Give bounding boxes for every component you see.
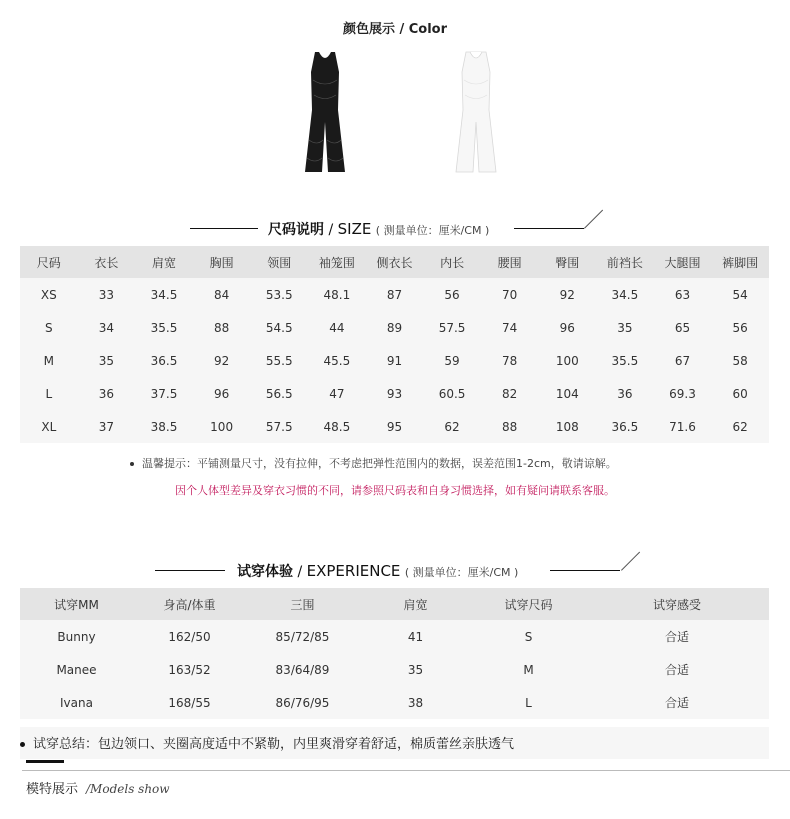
experience-table-header (20, 588, 769, 620)
size-header-cell: 袖笼围 (308, 246, 366, 278)
size-table-header (20, 246, 769, 278)
experience-cell: 85/72/85 (275, 629, 330, 644)
size-cell: 34 (98, 320, 115, 335)
size-cell: M (43, 353, 54, 368)
size-cell: 36 (617, 386, 633, 401)
table-row (20, 653, 769, 686)
size-cell: 100 (210, 419, 234, 434)
size-cell: 54.5 (265, 320, 293, 335)
size-cell: 91 (386, 353, 403, 368)
size-header-cell: 大腿围 (654, 246, 712, 278)
experience-cell: 合适 (664, 696, 689, 710)
experience-cell: 168/55 (168, 695, 211, 710)
size-cell: 38.5 (150, 419, 178, 434)
size-cell: S (44, 320, 53, 335)
experience-cell: 83/64/89 (275, 662, 330, 677)
size-cell: 36.5 (611, 419, 639, 434)
size-cell: 59 (444, 353, 460, 368)
size-cell: 87 (386, 287, 403, 302)
size-cell: 33 (98, 287, 115, 302)
size-cell: 84 (213, 287, 230, 302)
table-row (20, 344, 769, 377)
size-title-cn: 尺码说明 (268, 222, 324, 238)
size-cell: 78 (502, 353, 518, 368)
size-cell: 96 (559, 320, 575, 335)
black-jumpsuit-icon (295, 50, 355, 175)
size-cell: 35 (98, 353, 115, 368)
experience-header-cell: 试穿尺码 (472, 588, 585, 620)
size-cell: 56.5 (265, 386, 293, 401)
size-cell: 88 (502, 419, 518, 434)
white-jumpsuit-icon (446, 50, 506, 175)
size-note-text: 温馨提示：平铺测量尺寸，没有拉伸，不考虑把弹性范围内的数据，误差范围1-2cm，敬请谅解。 (142, 457, 617, 470)
size-cell: 62 (444, 419, 460, 434)
size-cell: 48.5 (323, 419, 351, 434)
experience-header-cell: 试穿MM (20, 588, 133, 620)
size-cell: 67 (674, 353, 691, 368)
size-header-cell: 臀围 (538, 246, 596, 278)
size-cell: 82 (502, 386, 518, 401)
size-header-cell: 侧衣长 (366, 246, 424, 278)
table-row (20, 377, 769, 410)
size-header-cell: 肩宽 (135, 246, 193, 278)
size-cell: 53.5 (265, 287, 293, 302)
size-cell: 96 (213, 386, 230, 401)
models-accent-bar (26, 760, 64, 763)
size-cell: 74 (502, 320, 518, 335)
size-cell: XS (40, 287, 57, 302)
experience-summary (20, 733, 514, 752)
size-cell: 55.5 (265, 353, 293, 368)
size-cell: 108 (555, 419, 579, 434)
experience-cell: 162/50 (168, 629, 211, 644)
size-cell: 57.5 (438, 320, 466, 335)
experience-table (20, 588, 769, 719)
size-cell: 65 (674, 320, 691, 335)
size-cell: 54 (732, 287, 748, 302)
experience-header-cell: 身高/体重 (133, 588, 246, 620)
experience-title-en: EXPERIENCE (306, 562, 401, 580)
experience-cell: 86/76/95 (275, 695, 330, 710)
size-cell: 36.5 (150, 353, 178, 368)
size-cell: 37 (98, 419, 115, 434)
white-jumpsuit-image[interactable] (446, 50, 506, 175)
size-cell: 58 (732, 353, 748, 368)
experience-section-heading: 试穿体验 / EXPERIENCE ( 测量单位：厘米/CM ) (0, 558, 790, 582)
size-cell: 70 (502, 287, 518, 302)
size-cell: 63 (674, 287, 691, 302)
size-cell: 92 (559, 287, 575, 302)
experience-cell: 合适 (664, 630, 689, 644)
size-cell: 89 (386, 320, 403, 335)
bullet-icon (20, 742, 25, 747)
experience-header-cell: 三围 (246, 588, 359, 620)
experience-cell: 合适 (664, 663, 689, 677)
size-cell: 37.5 (150, 386, 178, 401)
size-header-cell: 腰围 (481, 246, 539, 278)
size-cell: 48.1 (323, 287, 351, 302)
experience-cell: Ivana (60, 695, 93, 710)
size-header-cell: 裤脚围 (711, 246, 769, 278)
size-unit: ( 测量单位：厘米/CM ) (375, 224, 490, 237)
experience-cell: 35 (407, 662, 424, 677)
size-cell: 35 (617, 320, 633, 335)
size-cell: 36 (98, 386, 115, 401)
experience-header-cell: 试穿感受 (585, 588, 769, 620)
experience-summary-text: 试穿总结：包边领口、夹圈高度适中不紧勒，内里爽滑穿着舒适，棉质蕾丝亲肤透气 (33, 737, 515, 752)
size-cell: 95 (386, 419, 403, 434)
size-header-cell: 衣长 (78, 246, 136, 278)
table-row (20, 410, 769, 443)
size-header-cell: 内长 (423, 246, 481, 278)
size-header-cell: 前裆长 (596, 246, 654, 278)
size-cell: 92 (213, 353, 230, 368)
size-cell: 62 (732, 419, 748, 434)
size-cell: 56 (732, 320, 748, 335)
size-cell: 35.5 (150, 320, 178, 335)
size-cell: 35.5 (611, 353, 639, 368)
table-row (20, 686, 769, 719)
size-cell: 44 (329, 320, 345, 335)
black-jumpsuit-image[interactable] (295, 50, 355, 175)
size-cell: 60 (732, 386, 748, 401)
size-cell: 56 (444, 287, 460, 302)
size-cell: 47 (329, 386, 345, 401)
models-title-cn: 模特展示 (26, 782, 79, 797)
size-cell: L (45, 386, 53, 401)
experience-header-cell: 肩宽 (359, 588, 472, 620)
models-section-title (26, 778, 170, 797)
size-cell: 71.6 (669, 419, 696, 434)
models-divider (22, 770, 790, 771)
size-cell: 60.5 (438, 386, 466, 401)
size-section-heading: 尺码说明 / SIZE ( 测量单位：厘米/CM ) (0, 216, 790, 240)
experience-cell: Bunny (57, 629, 96, 644)
size-header-cell: 胸围 (193, 246, 251, 278)
size-cell: 45.5 (323, 353, 351, 368)
experience-cell: 163/52 (168, 662, 211, 677)
experience-cell: S (524, 629, 533, 644)
experience-title-cn: 试穿体验 (237, 564, 293, 580)
bullet-icon (130, 462, 134, 466)
size-header-cell: 尺码 (20, 246, 78, 278)
experience-cell: M (523, 662, 534, 677)
size-title-en: SIZE (337, 220, 372, 238)
size-note (130, 455, 617, 471)
size-table (20, 246, 769, 443)
size-header-cell: 领围 (250, 246, 308, 278)
experience-cell: Manee (56, 662, 97, 677)
table-row (20, 620, 769, 653)
experience-cell: 41 (407, 629, 424, 644)
table-row (20, 311, 769, 344)
size-cell: 93 (386, 386, 403, 401)
size-cell: 34.5 (611, 287, 639, 302)
experience-cell: L (525, 695, 532, 710)
size-cell: 57.5 (265, 419, 293, 434)
color-section-title: 颜色展示 / Color (342, 22, 448, 37)
experience-unit: ( 测量单位：厘米/CM ) (404, 566, 519, 579)
size-cell: XL (41, 419, 57, 434)
size-cell: 104 (555, 386, 579, 401)
size-cell: 88 (213, 320, 230, 335)
models-title-en: /Models show (86, 782, 170, 796)
size-cell: 34.5 (150, 287, 178, 302)
table-row (20, 278, 769, 311)
experience-cell: 38 (407, 695, 424, 710)
size-cell: 69.3 (669, 386, 696, 401)
size-cell: 100 (555, 353, 579, 368)
size-warning: 因个人体型差异及穿衣习惯的不同，请参照尺码表和自身习惯选择，如有疑问请联系客服。 (175, 484, 615, 497)
